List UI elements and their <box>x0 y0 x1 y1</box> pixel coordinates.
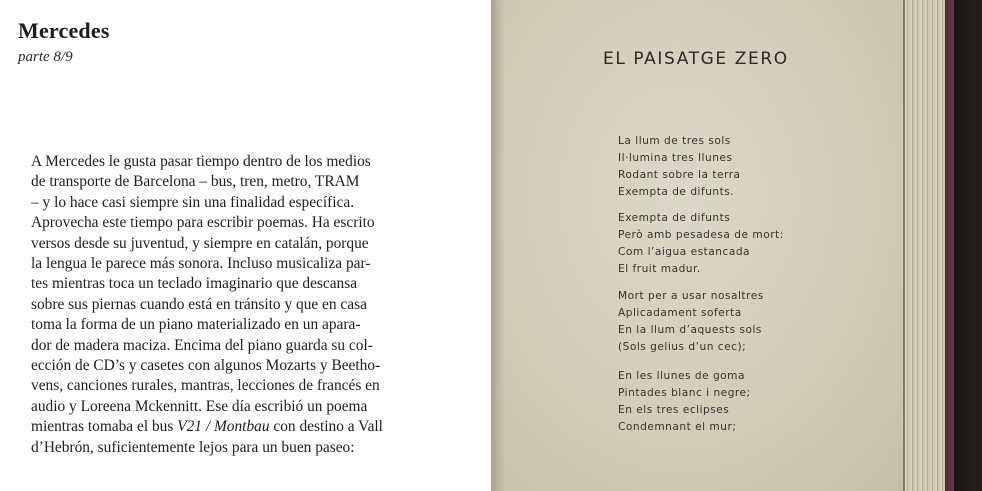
body-text-segment: con destino a Vall <box>269 418 383 436</box>
poem-verse: El fruit madur. <box>618 262 701 275</box>
poem-stanza <box>618 368 751 436</box>
poem-verse: Com l’aigua estancada <box>618 245 751 258</box>
body-line: audio y Loreena Mckennitt. Ese día escribió un poema <box>31 397 368 415</box>
body-line: tes mientras toca un teclado imaginario que descansa <box>31 275 358 293</box>
body-line: sobre sus piernas cuando está en tránsito y que en casa <box>31 295 367 313</box>
article-title: Mercedes <box>18 18 110 43</box>
poem-verse: En els tres eclipses <box>618 403 730 416</box>
poem-verse: Aplicadament soferta <box>618 306 742 319</box>
book-page-photo <box>491 0 982 491</box>
body-line: – y lo hace casi siempre sin una finalidad específica. <box>31 193 355 211</box>
poem-verse: En la llum d’aquests sols <box>618 323 762 336</box>
poem-verse: Però amb pesadesa de mort: <box>618 228 784 241</box>
body-line: A Mercedes le gusta pasar tiempo dentro de los medios <box>31 153 371 170</box>
body-line-bus <box>31 417 403 437</box>
body-line: de transporte de Barcelona – bus, tren, metro, TRAM <box>31 173 360 191</box>
article-subtitle: parte 8/9 <box>18 49 73 65</box>
bus-route-name: V21 / Montbau <box>177 418 270 436</box>
body-line: versos desde su juventud, y siempre en catalán, porque <box>31 234 369 252</box>
body-line: toma la forma de un piano materializado en un apara- <box>31 316 361 334</box>
body-line: dor de madera maciza. Encima del piano guarda su col- <box>31 336 373 354</box>
poem-verse: En les llunes de goma <box>618 370 745 382</box>
poem-verse: La llum de tres sols <box>618 135 731 147</box>
poem-title: EL PAISATGE ZERO <box>603 49 789 69</box>
poem-verse: Rodant sobre la terra <box>618 168 741 181</box>
poem-verse: Exempta de difunts <box>618 212 731 224</box>
body-line: d’Hebrón, suficientemente lejos para un buen paseo: <box>31 438 355 456</box>
body-text-segment: mientras tomaba el bus <box>31 418 178 436</box>
poem-stanza <box>618 210 784 278</box>
body-line: Aprovecha este tiempo para escribir poemas. Ha escrito <box>31 214 375 232</box>
body-line: ección de CD’s y casetes con algunos Mozarts y Beetho- <box>31 357 381 375</box>
article-panel <box>0 0 490 491</box>
body-line: la lengua le parece más sonora. Incluso musicaliza par- <box>31 255 371 273</box>
poem-verse: (Sols gelius d’un cec); <box>618 340 747 353</box>
article-body <box>31 152 403 458</box>
page-gutter-shadow <box>491 0 505 491</box>
poem-verse: Mort per a usar nosaltres <box>618 290 764 302</box>
poem-stanza <box>618 133 741 201</box>
poem-verse: Condemnant el mur; <box>618 420 737 433</box>
dark-backdrop <box>954 0 982 491</box>
poem-verse: Il·lumina tres llunes <box>618 151 733 164</box>
page-stack-edge <box>905 0 945 491</box>
poem-verse: Pintades blanc i negre; <box>618 386 751 399</box>
book-cover-edge <box>945 0 954 491</box>
poem-stanza <box>618 288 764 356</box>
body-line: vens, canciones rurales, mantras, lecciones de francés en <box>31 377 380 395</box>
poem-verse: Exempta de difunts. <box>618 185 735 198</box>
